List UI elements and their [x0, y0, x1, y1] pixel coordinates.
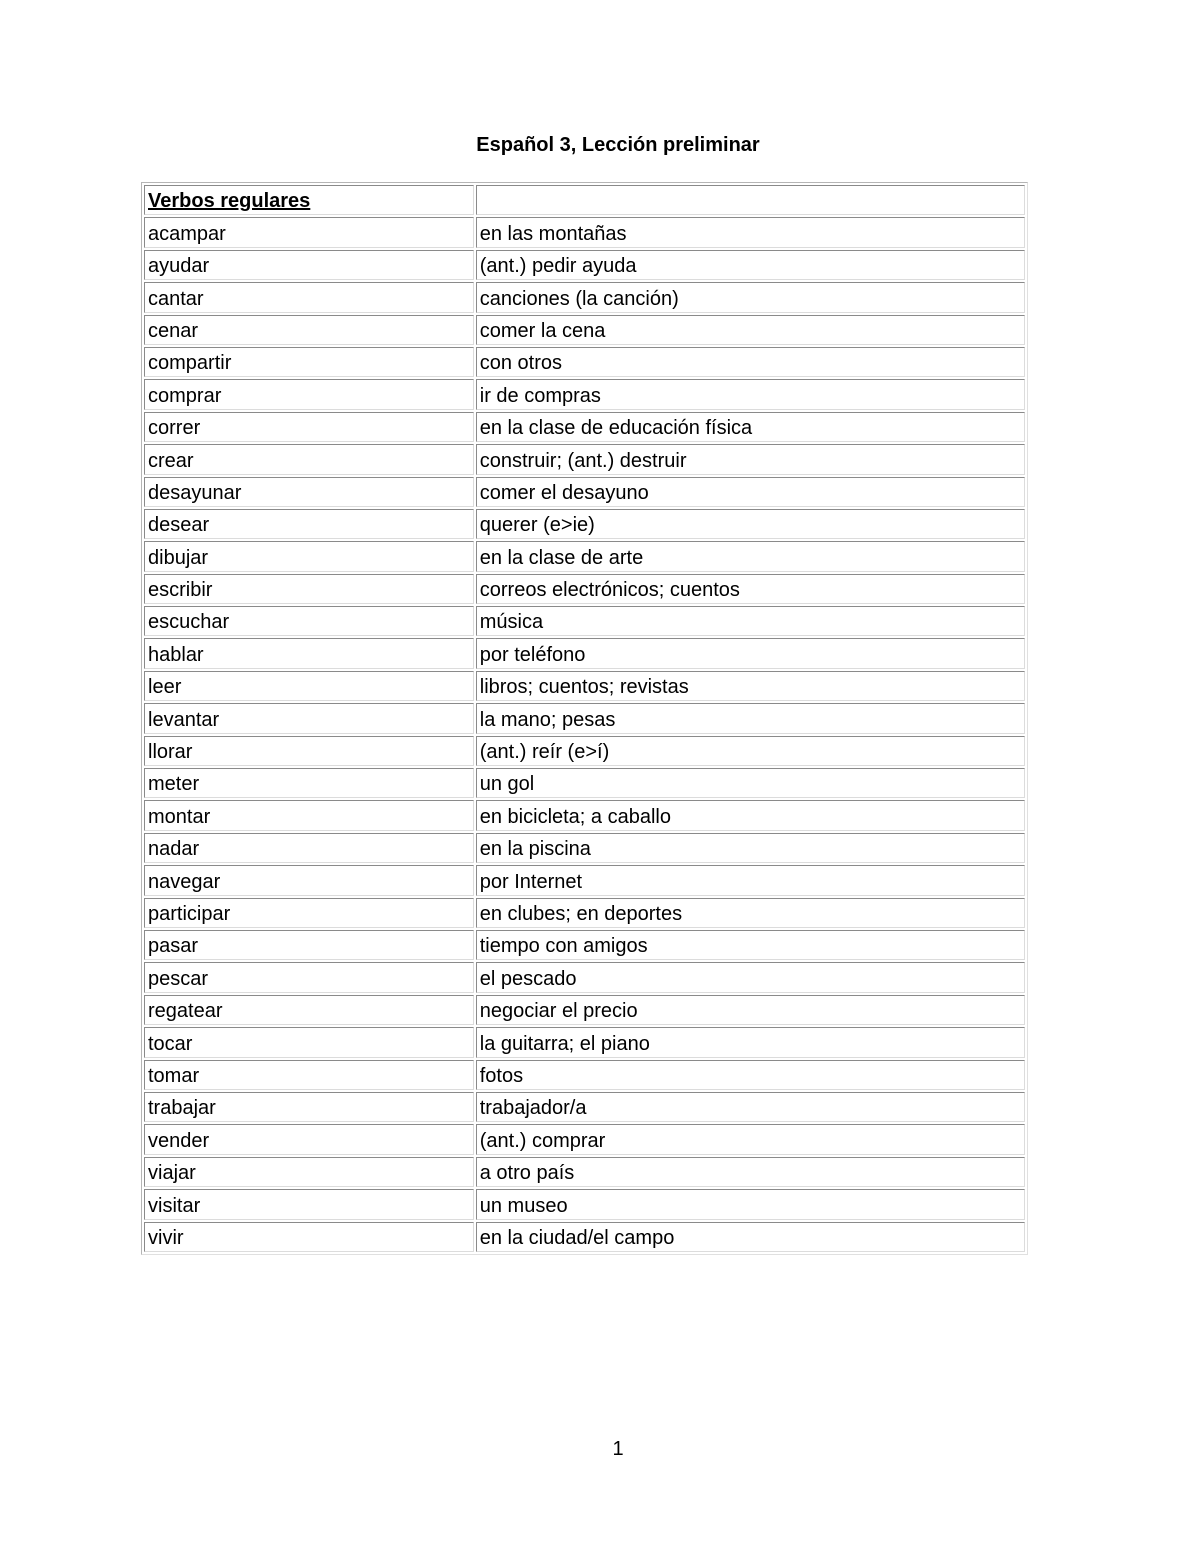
page-title: Español 3, Lección preliminar — [476, 134, 760, 156]
verb-cell: compartir — [144, 347, 474, 377]
table-row — [144, 930, 1025, 960]
phrase-cell: en las montañas — [476, 217, 1025, 247]
verb-cell: pasar — [144, 930, 474, 960]
phrase-cell: en la piscina — [476, 833, 1025, 863]
phrase-cell: construir; (ant.) destruir — [476, 444, 1025, 474]
table-row — [144, 833, 1025, 863]
phrase-cell: el pescado — [476, 962, 1025, 992]
table-row — [144, 995, 1025, 1025]
verb-cell: trabajar — [144, 1092, 474, 1122]
phrase-cell: (ant.) pedir ayuda — [476, 250, 1025, 280]
verb-cell: dibujar — [144, 541, 474, 571]
table-row — [144, 444, 1025, 474]
verb-cell: tomar — [144, 1060, 474, 1090]
table-row — [144, 477, 1025, 507]
phrase-cell: en bicicleta; a caballo — [476, 800, 1025, 830]
table-row — [144, 1189, 1025, 1219]
verb-cell: hablar — [144, 638, 474, 668]
vocabulary-table-body — [144, 185, 1025, 1252]
phrase-cell: querer (e>ie) — [476, 509, 1025, 539]
phrase-cell: la guitarra; el piano — [476, 1027, 1025, 1057]
table-row — [144, 1060, 1025, 1090]
verb-cell: crear — [144, 444, 474, 474]
phrase-cell: canciones (la canción) — [476, 282, 1025, 312]
verb-cell: leer — [144, 671, 474, 701]
verb-cell: escuchar — [144, 606, 474, 636]
table-row — [144, 379, 1025, 409]
table-row — [144, 736, 1025, 766]
table-row — [144, 898, 1025, 928]
table-row — [144, 282, 1025, 312]
table-row — [144, 315, 1025, 345]
verb-cell: acampar — [144, 217, 474, 247]
table-row — [144, 541, 1025, 571]
table-row — [144, 768, 1025, 798]
verb-cell: nadar — [144, 833, 474, 863]
table-row — [144, 865, 1025, 895]
table-row — [144, 412, 1025, 442]
table-row — [144, 606, 1025, 636]
verb-cell: tocar — [144, 1027, 474, 1057]
phrase-cell: ir de compras — [476, 379, 1025, 409]
phrase-cell: en clubes; en deportes — [476, 898, 1025, 928]
table-row — [144, 1092, 1025, 1122]
table-row — [144, 1124, 1025, 1154]
table-row — [144, 574, 1025, 604]
verb-cell: regatear — [144, 995, 474, 1025]
phrase-cell: comer el desayuno — [476, 477, 1025, 507]
verb-cell: navegar — [144, 865, 474, 895]
phrase-cell: a otro país — [476, 1157, 1025, 1187]
verb-cell: vivir — [144, 1222, 474, 1252]
phrase-cell: en la ciudad/el campo — [476, 1222, 1025, 1252]
table-row — [144, 509, 1025, 539]
verb-cell: levantar — [144, 703, 474, 733]
phrase-cell: libros; cuentos; revistas — [476, 671, 1025, 701]
table-header-verbs: Verbos regulares — [144, 185, 474, 215]
verb-cell: comprar — [144, 379, 474, 409]
table-row — [144, 1027, 1025, 1057]
phrase-cell: un gol — [476, 768, 1025, 798]
verb-cell: viajar — [144, 1157, 474, 1187]
phrase-cell: en la clase de educación física — [476, 412, 1025, 442]
table-row — [144, 250, 1025, 280]
table-row — [144, 638, 1025, 668]
phrase-cell: (ant.) comprar — [476, 1124, 1025, 1154]
page-number: 1 — [612, 1438, 624, 1460]
verb-cell: pescar — [144, 962, 474, 992]
verb-cell: correr — [144, 412, 474, 442]
verb-cell: escribir — [144, 574, 474, 604]
verb-cell: cenar — [144, 315, 474, 345]
phrase-cell: por teléfono — [476, 638, 1025, 668]
phrase-cell: correos electrónicos; cuentos — [476, 574, 1025, 604]
phrase-cell: (ant.) reír (e>í) — [476, 736, 1025, 766]
phrase-cell: la mano; pesas — [476, 703, 1025, 733]
phrase-cell: fotos — [476, 1060, 1025, 1090]
verb-cell: desayunar — [144, 477, 474, 507]
table-row — [144, 217, 1025, 247]
verb-cell: visitar — [144, 1189, 474, 1219]
vocabulary-table — [141, 182, 1028, 1255]
verb-cell: vender — [144, 1124, 474, 1154]
verb-cell: ayudar — [144, 250, 474, 280]
table-row — [144, 671, 1025, 701]
phrase-cell: por Internet — [476, 865, 1025, 895]
phrase-cell: en la clase de arte — [476, 541, 1025, 571]
phrase-cell: tiempo con amigos — [476, 930, 1025, 960]
table-row — [144, 1222, 1025, 1252]
table-row — [144, 962, 1025, 992]
verb-cell: meter — [144, 768, 474, 798]
table-row — [144, 800, 1025, 830]
verb-cell: cantar — [144, 282, 474, 312]
table-row — [144, 347, 1025, 377]
table-header-empty — [476, 185, 1025, 215]
phrase-cell: comer la cena — [476, 315, 1025, 345]
phrase-cell: un museo — [476, 1189, 1025, 1219]
table-row — [144, 703, 1025, 733]
table-header-row — [144, 185, 1025, 215]
verb-cell: desear — [144, 509, 474, 539]
table-row — [144, 1157, 1025, 1187]
phrase-cell: música — [476, 606, 1025, 636]
verb-cell: participar — [144, 898, 474, 928]
verb-cell: montar — [144, 800, 474, 830]
phrase-cell: con otros — [476, 347, 1025, 377]
phrase-cell: negociar el precio — [476, 995, 1025, 1025]
phrase-cell: trabajador/a — [476, 1092, 1025, 1122]
verb-cell: llorar — [144, 736, 474, 766]
